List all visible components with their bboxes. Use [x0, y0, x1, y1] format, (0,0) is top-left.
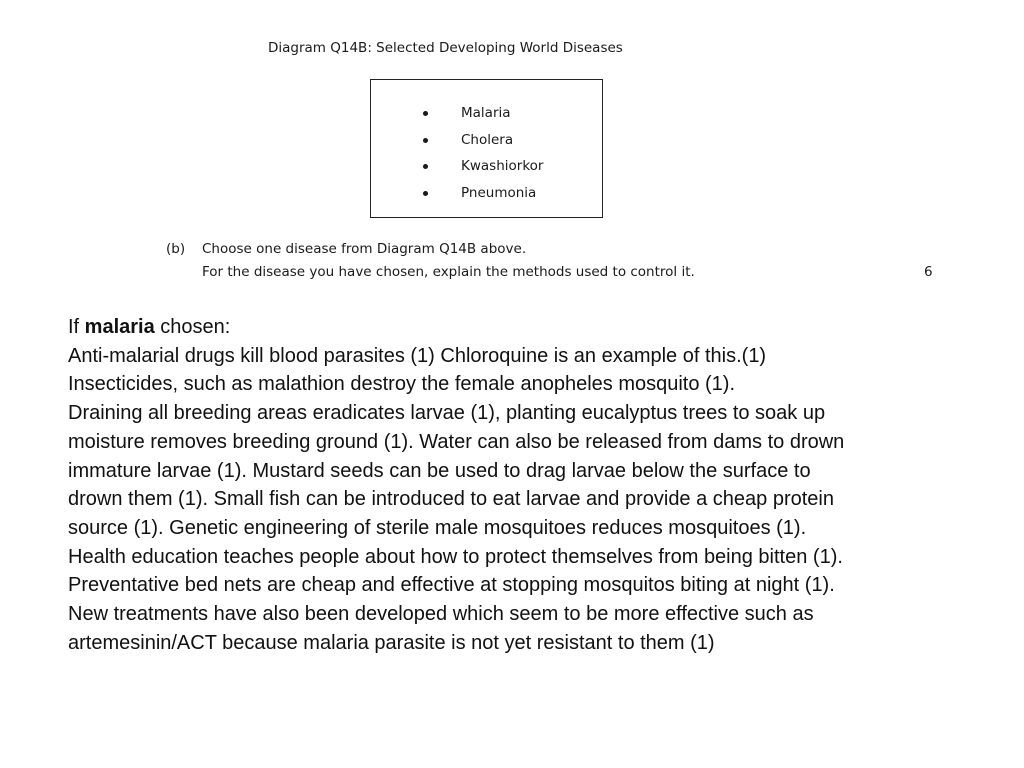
answer-intro: [68, 313, 868, 342]
list-item-kwashiorkor: [423, 153, 543, 180]
disease-list-box: [370, 79, 603, 218]
list-item-cholera: [423, 127, 543, 154]
answer-intro-prefix: If: [68, 316, 85, 338]
list-item-malaria: [423, 100, 543, 127]
disease-label: Malaria: [461, 105, 511, 121]
question-line-2: For the disease you have chosen, explain the methods used to control it.: [202, 264, 695, 280]
bullet-icon: [423, 191, 428, 196]
bullet-icon: [423, 164, 428, 169]
disease-label: Kwashiorkor: [461, 158, 544, 174]
answer-paragraph-education: Health education teaches people about how to protect themselves from being bitten (1). Preventative bed nets are cheap and effective at stopping mosquitos biting at night (1). New treatments have also been developed which seem to be more effective such as artemesinin/ACT because malaria parasite is not yet resistant to them (1): [68, 545, 843, 654]
disease-label: Cholera: [461, 131, 514, 148]
answer-intro-suffix: chosen:: [154, 316, 231, 338]
disease-list: [423, 100, 543, 206]
question-part-label: (b): [166, 241, 186, 257]
bullet-icon: [423, 138, 428, 143]
answer-paragraph-larvae: Draining all breeding areas eradicates larvae (1), planting eucalyptus trees to soak up moisture removes breeding ground (1). Water can also be released from dams to drown immature larvae (1). Mustard seeds can be used to drag larvae below the surface to drown them (1). Small fish can be introduced to eat larvae and provide a cheap protein source (1). Genetic engineering of sterile male mosquitoes reduces mosquitoes (1).: [68, 402, 845, 539]
answer-intro-bold: malaria: [84, 316, 155, 338]
diagram-title: Diagram Q14B: Selected Developing World Diseases: [268, 40, 623, 56]
answer-block: [68, 313, 868, 657]
question-line-1: Choose one disease from Diagram Q14B above.: [202, 241, 527, 257]
list-item-pneumonia: [423, 180, 543, 207]
disease-label: Pneumonia: [461, 184, 537, 201]
marks-value: 6: [924, 264, 933, 280]
bullet-icon: [423, 111, 428, 116]
answer-paragraph-drugs: Anti-malarial drugs kill blood parasites (1) Chloroquine is an example of this.(1) Insecticides, such as malathion destroy the female anopheles mosquito (1).: [68, 344, 767, 396]
